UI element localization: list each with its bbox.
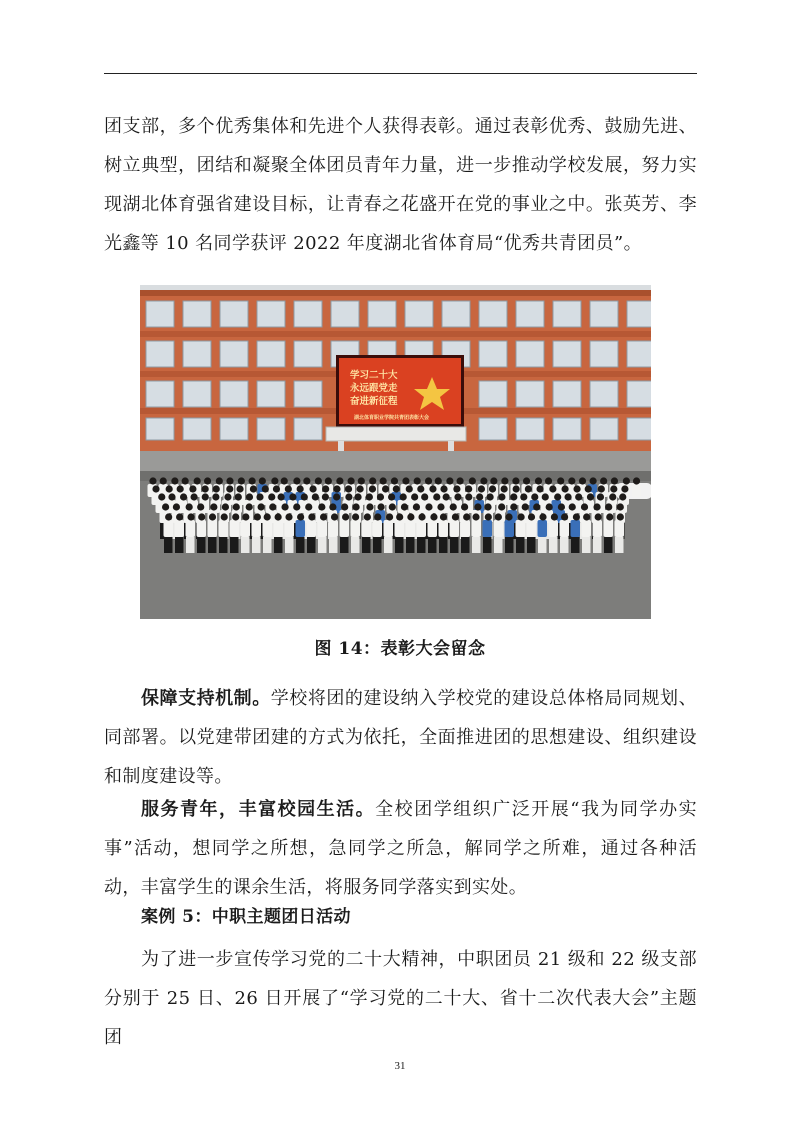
building-window (146, 301, 174, 327)
building-window (257, 418, 285, 440)
building-window (627, 301, 651, 327)
building-window (146, 418, 174, 440)
building-window (590, 301, 618, 327)
building-window (331, 301, 359, 327)
building-window (183, 418, 211, 440)
building-window (627, 341, 651, 367)
building-window (627, 381, 651, 407)
body-paragraph-awards: 团支部，多个优秀集体和先进个人获得表彰。通过表彰优秀、鼓励先进、树立典型，团结和凝聚全体团员青年力量，进一步推动学校发展，努力实现湖北体育强省建设目标，让青春之花盛开在党的事业之中。张英芳、李光鑫等 10 名同学获评 2022 年度湖北省体育局“优秀共青团员”。 (104, 116, 697, 254)
building-window (257, 381, 285, 407)
section-support-text: 学校将团的建设纳入学校党的建设总体格局同规划、同部署。以党建带团建的方式为依托，全面推进团的思想建设、组织建设和制度建设等。 (104, 688, 697, 787)
building-window (257, 301, 285, 327)
building-window (627, 418, 651, 440)
building-window (553, 341, 581, 367)
building-window (294, 301, 322, 327)
building-window (590, 341, 618, 367)
building-window (294, 381, 322, 407)
building-window (479, 301, 507, 327)
group-photo-illustration (140, 285, 651, 619)
entrance-canopy (326, 427, 466, 441)
building-window (220, 341, 248, 367)
building-window (405, 301, 433, 327)
building-window (553, 418, 581, 440)
group-photo (140, 285, 651, 619)
page-number: 31 (394, 1060, 406, 1072)
building-window (146, 341, 174, 367)
section-service-text: 全校团学组织广泛开展“我为同学办实事”活动，想同学之所想，急同学之所急，解同学之所难，通过各种活动，丰富学生的课余生活，将服务同学落实到实处。 (104, 799, 697, 898)
led-line-1: 学习二十大 (350, 370, 398, 381)
building-window (516, 418, 544, 440)
figure-caption: 图 14：表彰大会留念 (314, 639, 486, 659)
building-window (479, 341, 507, 367)
building-window (294, 341, 322, 367)
led-line-2: 永远跟党走 (350, 383, 398, 394)
building-window (220, 381, 248, 407)
section-service-paragraph (104, 790, 697, 907)
building-window (183, 341, 211, 367)
case-paragraph: 为了进一步宣传学习党的二十大精神，中职团员 21 级和 22 级支部分别于 25 日、26 日开展了“学习党的二十大、省十二次代表大会”主题团 (104, 949, 697, 1048)
section-support-paragraph (104, 679, 697, 796)
header-rule (104, 73, 697, 74)
building-window (368, 301, 396, 327)
building-window (516, 381, 544, 407)
building-window (590, 381, 618, 407)
section-service-heading: 服务青年，丰富校园生活。 (141, 799, 376, 820)
building-window (220, 301, 248, 327)
building-window (257, 341, 285, 367)
building-window (183, 381, 211, 407)
building-window (553, 381, 581, 407)
building-window (183, 301, 211, 327)
building-window (590, 418, 618, 440)
building-window (220, 418, 248, 440)
building-window (516, 301, 544, 327)
section-support-heading: 保障支持机制。 (141, 688, 271, 709)
building-window (516, 341, 544, 367)
building-window (294, 418, 322, 440)
building-window (442, 301, 470, 327)
building-window (146, 381, 174, 407)
building-window (553, 301, 581, 327)
case-title: 案例 5：中职主题团日活动 (141, 907, 351, 927)
building-window (479, 418, 507, 440)
led-line-3: 奋进新征程 (350, 396, 398, 407)
building-window (479, 381, 507, 407)
led-bottom-line: 湖北体育职业学院共青团表彰大会 (354, 415, 430, 421)
